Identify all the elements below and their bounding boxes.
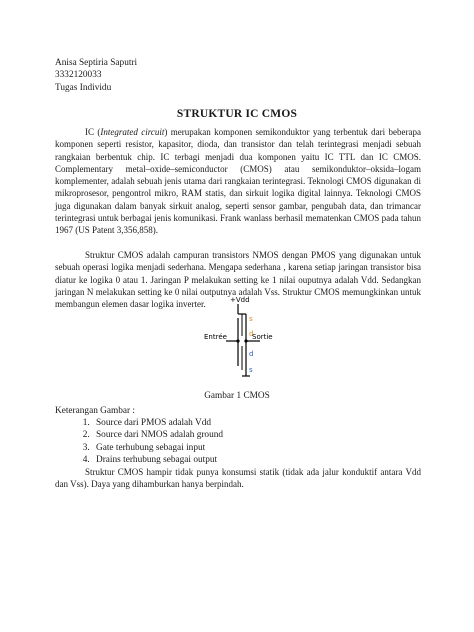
legend-item: 4. Drains terhubung sebagai output (92, 454, 425, 466)
pmos-drain-label: d (249, 330, 254, 338)
intro-lead: IC ( (85, 127, 101, 137)
closing-text: Struktur CMOS hampir tidak punya konsumsi statik (tidak ada jalur konduktif antara Vdd dan Vss). Daya yang dihamburkan hanya berpindah. (55, 467, 421, 490)
legend-item: 2. Source dari NMOS adalah ground (92, 429, 425, 441)
document-title: STRUKTUR IC CMOS (176, 108, 298, 120)
author-name: Anisa Septiria Saputri (55, 58, 138, 68)
student-id: 3332120033 (55, 70, 102, 81)
legend-item: 3. Gate terhubung sebagai input (92, 442, 425, 454)
output-label: Sortie (252, 333, 273, 341)
intro-body: ) merupakan komponen semikonduktor yang terbentuk dari beberapa komponen seperti resistor, kapasitor, dioda, dan transistor dan telah terintegrasi menjadi sebuah rangkaian berbentuk chip. IC terbagi menjadi dua komponen yaitu IC TTL dan IC CMOS. Complementary metal–oxide–semiconductor (CMOS) atau semikonduktor–oksida–logam komplementer, adalah sebuah jenis utama dari rangkaian terintegrasi. Teknologi CMOS digunakan di mikroprosesor, pengontrol mikro, RAM statis, dan sirkuit logika digital lainnya. Teknologi CMOS juga digunakan dalam banyak sirkuit analog, seperti sensor gambar, pengubah data, dan trimancar terintegrasi untuk berbagai jenis komunikasi. Frank wanlass berhasil mematenkan CMOS pada tahun 1967 (US Patent 3,356,858). (55, 127, 422, 236)
assignment-label: Tugas Individu (55, 82, 112, 93)
author-block (55, 57, 137, 94)
nmos-source-label: s (249, 366, 253, 374)
legend-item: 1. Source dari PMOS adalah Vdd (92, 417, 425, 429)
structure-text: Struktur CMOS adalah campuran transistors NMOS dengan PMOS yang digunakan untuk sebuah operasi logika menjadi sederhana. Mengapa sederhana , karena setiap jaringan transistor bisa diatur ke logika 0 atau 1. Jaringan P melakukan setting ke 1 nilai ouputnya adalah Vdd. Sedangkan jaringan N melakukan setting ke 0 nilai outputnya adalah Vss. Struktur CMOS memungkinkan untuk membangun elemen dasar logika inverter. (55, 250, 421, 310)
figure-caption: Gambar 1 CMOS (204, 391, 270, 401)
intro-paragraph (55, 126, 421, 237)
legend-list (55, 417, 425, 466)
closing-paragraph (55, 466, 421, 491)
input-label: Entrée (204, 333, 227, 341)
pmos-source-label: s (249, 315, 253, 323)
nmos-drain-label: d (249, 350, 254, 358)
intro-term: Integrated circuit (100, 127, 165, 137)
vdd-label: +Vdd (230, 296, 250, 304)
figure-legend (55, 405, 425, 466)
cmos-inverter-diagram (198, 296, 278, 381)
legend-heading: Keterangan Gambar : (55, 406, 136, 416)
